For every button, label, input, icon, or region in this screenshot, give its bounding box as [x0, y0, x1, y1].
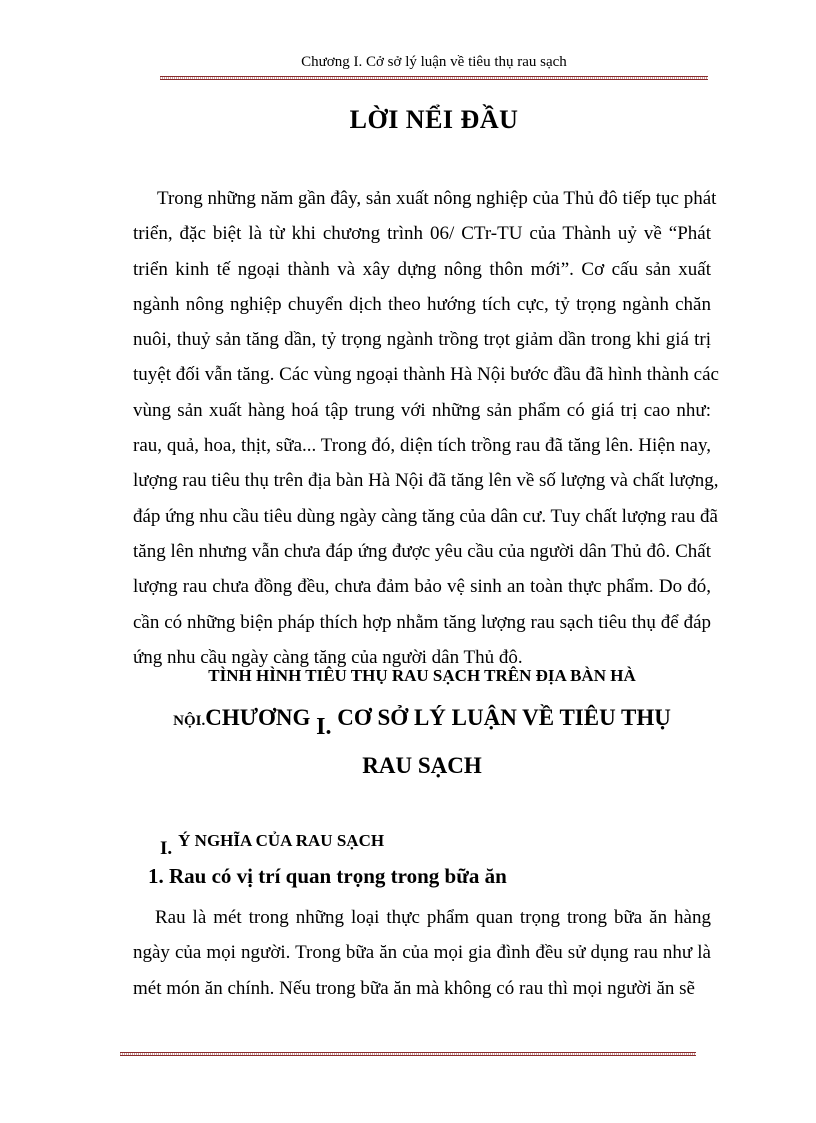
- paragraph-line: vùng sản xuất hàng hoá tập trung với những sản phẩm có giá trị cao như:: [133, 399, 711, 421]
- chapter-label: CHƯƠNG: [205, 705, 317, 730]
- body-paragraph: [133, 900, 711, 1006]
- chapter-number: I.: [316, 714, 332, 740]
- chapter-heading-line2: [133, 700, 711, 739]
- paragraph-line: tăng lên nhưng vẫn chưa đáp ứng được yêu cầu của người dân Thủ đô. Chất: [133, 540, 711, 562]
- paragraph-line: lượng rau tiêu thụ trên địa bàn Hà Nội đã tăng lên về số lượng và chất lượng,: [133, 470, 719, 492]
- intro-paragraph: [133, 181, 719, 675]
- running-header: Chương I. Cở sở lý luận về tiêu thụ rau sạch: [301, 54, 567, 70]
- paragraph-line: cần có những biện pháp thích hợp nhằm tăng lượng rau sạch tiêu thụ để đáp: [133, 611, 711, 633]
- chapter-heading-line1: TÌNH HÌNH TIÊU THỤ RAU SẠCH TRÊN ĐỊA BÀN HÀ: [208, 666, 636, 685]
- section-number: I.: [160, 838, 173, 859]
- section-heading: [160, 829, 385, 859]
- paragraph-line: nuôi, thuỷ sản tăng dần, tỷ trọng ngành trồng trọt giảm dần trong khi giá trị: [133, 329, 711, 351]
- chapter-title: CƠ SỞ LÝ LUẬN VỀ TIÊU THỤ: [331, 705, 671, 730]
- paragraph-line: Trong những năm gần đây, sản xuất nông nghiệp của Thủ đô tiếp tục phát: [157, 188, 717, 209]
- paragraph-line: ngày của mọi người. Trong bữa ăn của mọi gia đình đều sử dụng rau như là: [133, 942, 711, 964]
- paragraph-line: mét món ăn chính. Nếu trong bữa ăn mà không có rau thì mọi người ăn sẽ: [133, 977, 695, 999]
- chapter-prefix: NỘI.: [173, 713, 206, 729]
- page-title: LỜI NỂI ĐẦU: [349, 105, 519, 134]
- paragraph-line: Rau là mét trong những loại thực phẩm quan trọng trong bữa ăn hàng: [155, 907, 711, 928]
- paragraph-line: đáp ứng nhu cầu tiêu dùng ngày càng tăng của dân cư. Tuy chất lượng rau đã: [133, 505, 718, 527]
- header-rule: [160, 76, 708, 80]
- paragraph-line: triển, đặc biệt là từ khi chương trình 06/ CTr-TU của Thành uỷ về “Phát: [133, 223, 711, 245]
- paragraph-line: lượng rau chưa đồng đều, chưa đảm bảo vệ sinh an toàn thực phẩm. Do đó,: [133, 576, 711, 598]
- section-title: Ý NGHĨA CỦA RAU SẠCH: [178, 831, 385, 850]
- paragraph-line: tuyệt đối vẫn tăng. Các vùng ngoại thành Hà Nội bước đầu đã hình thành các: [133, 364, 719, 386]
- chapter-heading-line3: RAU SẠCH: [362, 753, 482, 778]
- subsection-heading: 1. Rau có vị trí quan trọng trong bữa ăn: [148, 864, 507, 888]
- footer-rule: [120, 1052, 696, 1056]
- paragraph-line: ngành nông nghiệp chuyển dịch theo hướng tích cực, tỷ trọng ngành chăn: [133, 293, 711, 315]
- paragraph-line: ứng nhu cầu ngày càng tăng của người dân Thủ đô.: [133, 646, 523, 668]
- paragraph-line: rau, quả, hoa, thịt, sữa... Trong đó, diện tích trồng rau đã tăng lên. Hiện nay,: [133, 435, 711, 457]
- paragraph-line: triển kinh tế ngoại thành và xây dựng nông thôn mới”. Cơ cấu sản xuất: [133, 258, 711, 280]
